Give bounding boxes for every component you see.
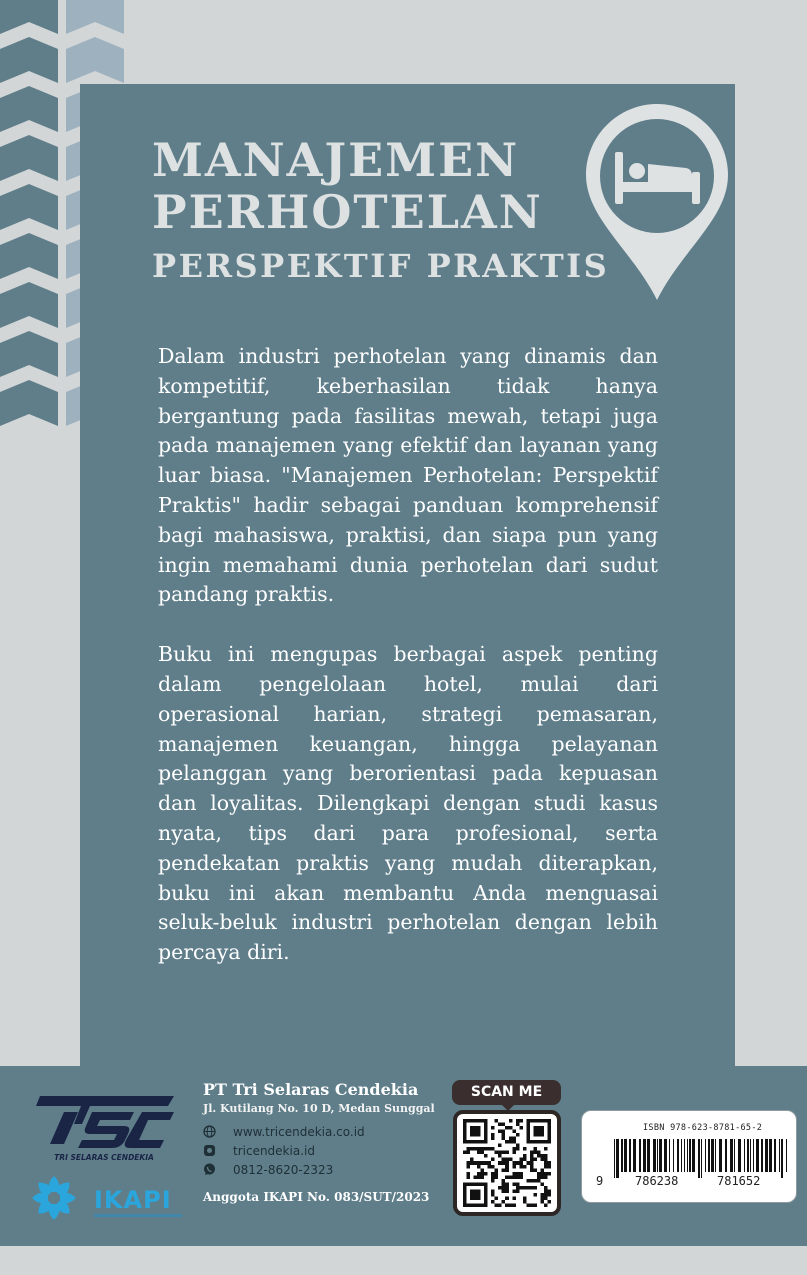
qr-module — [544, 1189, 548, 1193]
chevron-shape — [0, 331, 58, 377]
qr-module — [481, 1175, 485, 1179]
chevron-shape — [0, 135, 58, 181]
qr-module — [495, 1119, 499, 1123]
qr-module — [491, 1147, 495, 1151]
ikapi-membership: Anggota IKAPI No. 083/SUT/2023 — [203, 1190, 430, 1204]
qr-module — [505, 1161, 509, 1165]
qr-module — [530, 1158, 534, 1162]
chevron-shape — [0, 37, 58, 83]
qr-module — [474, 1147, 478, 1151]
qr-module — [537, 1154, 541, 1158]
qr-module — [544, 1165, 548, 1169]
qr-module — [505, 1151, 509, 1155]
qr-module — [512, 1165, 516, 1169]
qr-module — [498, 1186, 502, 1190]
qr-module — [477, 1175, 481, 1179]
qr-module — [523, 1154, 527, 1158]
qr-module — [530, 1161, 534, 1165]
title-line-1: MANAJEMEN — [152, 133, 520, 187]
barcode-bar — [786, 1139, 787, 1172]
qr-module — [509, 1137, 513, 1141]
barcode-bar — [708, 1139, 710, 1172]
barcode-bar — [639, 1139, 641, 1172]
qr-module — [533, 1147, 537, 1151]
barcode-bar — [673, 1139, 674, 1172]
qr-module — [505, 1203, 509, 1207]
qr-module — [502, 1133, 506, 1137]
qr-module — [523, 1165, 527, 1169]
barcode-bar — [653, 1139, 656, 1172]
qr-module — [470, 1126, 481, 1137]
qr-module — [523, 1147, 527, 1151]
qr-module — [512, 1147, 516, 1151]
qr-module — [544, 1193, 548, 1197]
qr-module — [530, 1168, 534, 1172]
qr-module — [519, 1158, 523, 1162]
book-description — [158, 342, 658, 998]
qr-module — [502, 1189, 506, 1193]
bed-location-pin-icon — [582, 100, 732, 305]
qr-module — [481, 1147, 485, 1151]
qr-module — [509, 1158, 513, 1162]
qr-module — [544, 1175, 548, 1179]
qr-module — [547, 1200, 551, 1204]
qr-module — [505, 1168, 509, 1172]
qr-module — [491, 1189, 495, 1193]
qr-module — [498, 1144, 502, 1148]
qr-module — [547, 1193, 551, 1197]
qr-module — [502, 1179, 506, 1183]
qr-module — [502, 1161, 506, 1165]
qr-module — [505, 1140, 509, 1144]
qr-module — [512, 1175, 516, 1179]
qr-module — [477, 1161, 481, 1165]
qr-module — [470, 1161, 474, 1165]
barcode-bar — [725, 1139, 727, 1172]
qr-module — [533, 1203, 537, 1207]
qr-module — [533, 1158, 537, 1162]
qr-module — [491, 1165, 495, 1169]
qr-module — [502, 1182, 506, 1186]
chevron-shape — [0, 233, 58, 279]
qr-module — [498, 1130, 502, 1134]
qr-module — [544, 1147, 548, 1151]
qr-module — [512, 1130, 516, 1134]
chevron-shape — [0, 380, 58, 426]
qr-module — [526, 1203, 530, 1207]
qr-module — [516, 1144, 520, 1148]
qr-module — [516, 1119, 520, 1123]
qr-module — [470, 1158, 474, 1162]
instagram-handle[interactable]: tricendekia.id — [233, 1143, 315, 1158]
qr-module — [495, 1203, 499, 1207]
qr-module — [540, 1196, 544, 1200]
qr-module — [544, 1186, 548, 1190]
barcode-bar — [719, 1139, 722, 1172]
qr-module — [544, 1172, 548, 1176]
qr-module — [491, 1137, 495, 1141]
qr-module — [519, 1161, 523, 1165]
qr-module — [526, 1186, 530, 1190]
qr-module — [544, 1203, 548, 1207]
qr-module — [495, 1175, 499, 1179]
qr-module — [512, 1203, 516, 1207]
qr-module — [491, 1175, 495, 1179]
qr-module — [519, 1175, 523, 1179]
qr-module — [477, 1147, 481, 1151]
barcode-bar — [705, 1139, 706, 1172]
barcode-bar — [753, 1139, 754, 1172]
qr-module — [505, 1196, 509, 1200]
publisher-name: PT Tri Selaras Cendekia — [203, 1080, 419, 1099]
subtitle: PERSPEKTIF PRAKTIS — [152, 247, 610, 285]
qr-module — [547, 1189, 551, 1193]
qr-module — [530, 1165, 534, 1169]
qr-module — [498, 1123, 502, 1127]
qr-module — [530, 1186, 534, 1190]
book-title — [152, 134, 609, 286]
qr-module — [544, 1158, 548, 1162]
qr-module — [540, 1168, 544, 1172]
barcode-bar — [747, 1139, 749, 1172]
qr-module — [530, 1179, 534, 1183]
qr-module — [537, 1179, 541, 1183]
qr-module — [516, 1175, 520, 1179]
barcode-bar — [614, 1139, 615, 1178]
barcode-bar — [750, 1139, 751, 1172]
qr-module — [540, 1154, 544, 1158]
qr-module — [470, 1189, 481, 1200]
qr-module — [498, 1154, 502, 1158]
qr-module — [516, 1172, 520, 1176]
qr-module — [498, 1161, 502, 1165]
isbn-label: ISBN 978-623-8781-65-2 — [643, 1123, 763, 1133]
qr-module — [467, 1147, 471, 1151]
qr-module — [495, 1168, 499, 1172]
qr-module — [491, 1193, 495, 1197]
qr-module — [484, 1161, 488, 1165]
qr-module — [467, 1172, 471, 1176]
barcode-bar — [681, 1139, 682, 1172]
website-link[interactable]: www.tricendekia.co.id — [233, 1124, 365, 1139]
qr-module — [498, 1151, 502, 1155]
barcode-bar — [756, 1139, 759, 1172]
barcode-first-digit: 9 — [596, 1174, 604, 1188]
qr-module — [547, 1165, 551, 1169]
qr-module — [470, 1147, 474, 1151]
title-line-2: PERHOTELAN — [152, 185, 543, 239]
qr-module — [488, 1165, 492, 1169]
publisher-address: Jl. Kutilang No. 10 D, Medan Sunggal — [203, 1102, 435, 1115]
qr-module — [537, 1175, 541, 1179]
qr-module — [523, 1186, 527, 1190]
qr-module — [547, 1172, 551, 1176]
qr-module — [540, 1200, 544, 1204]
instagram-icon — [203, 1144, 216, 1157]
barcode-bar — [711, 1139, 714, 1172]
qr-module — [477, 1151, 481, 1155]
qr-module — [495, 1151, 499, 1155]
qr-module — [540, 1172, 544, 1176]
barcode-bar — [687, 1139, 688, 1172]
qr-module — [512, 1196, 516, 1200]
barcode-bar — [664, 1139, 667, 1172]
qr-module — [544, 1154, 548, 1158]
publisher-info — [203, 1080, 435, 1176]
bottom-strip — [0, 1246, 807, 1275]
chevron-shape — [0, 184, 58, 230]
barcode-left-digits: 786238 — [635, 1174, 679, 1188]
qr-module — [502, 1200, 506, 1204]
barcode-bar — [616, 1139, 619, 1178]
svg-text:IKAPI: IKAPI — [94, 1186, 172, 1214]
qr-module — [505, 1165, 509, 1169]
qr-module — [512, 1189, 516, 1193]
qr-module — [533, 1126, 544, 1137]
barcode-bar — [633, 1139, 636, 1172]
qr-module — [505, 1126, 509, 1130]
qr-module — [533, 1186, 537, 1190]
qr-module — [516, 1189, 520, 1193]
qr-module — [523, 1196, 527, 1200]
chevron-shape — [0, 86, 58, 132]
barcode-bar — [647, 1139, 650, 1172]
qr-module — [474, 1161, 478, 1165]
phone-number[interactable]: 0812-8620-2323 — [233, 1162, 334, 1177]
barcode-right-digits: 781652 — [717, 1174, 761, 1188]
qr-module — [481, 1172, 485, 1176]
barcode-bar — [621, 1139, 623, 1172]
barcode-bar — [738, 1139, 741, 1172]
qr-module — [512, 1161, 516, 1165]
barcode-bars — [614, 1139, 787, 1178]
qr-module — [481, 1168, 485, 1172]
qr-module — [530, 1151, 534, 1155]
qr-module — [547, 1161, 551, 1165]
barcode-bar — [624, 1139, 627, 1172]
whatsapp-icon — [203, 1163, 216, 1176]
qr-module — [533, 1168, 537, 1172]
qr-module — [474, 1175, 478, 1179]
qr-module — [523, 1158, 527, 1162]
barcode-bar — [629, 1139, 631, 1172]
chevron-shape — [66, 0, 124, 34]
barcode-bar — [643, 1139, 646, 1172]
barcode-bar — [657, 1139, 658, 1172]
barcode-bar — [689, 1139, 691, 1172]
qr-module — [530, 1154, 534, 1158]
qr-module — [498, 1203, 502, 1207]
qr-module — [491, 1172, 495, 1176]
qr-module — [463, 1151, 467, 1155]
qr-module — [502, 1186, 506, 1190]
barcode-bar — [684, 1139, 685, 1172]
qr-module — [505, 1186, 509, 1190]
chevron-shape — [66, 37, 124, 83]
barcode-bar — [761, 1139, 763, 1172]
qr-module — [544, 1196, 548, 1200]
qr-module — [512, 1140, 516, 1144]
barcode-bar — [698, 1139, 700, 1178]
barcode-bar — [769, 1139, 772, 1172]
qr-module — [512, 1151, 516, 1155]
barcode-bar — [744, 1139, 745, 1172]
chevron-shape — [0, 282, 58, 328]
qr-module — [505, 1182, 509, 1186]
qr-module — [505, 1175, 509, 1179]
description-paragraph-1: Dalam industri perhotelan yang dinamis dan kompetitif, keberhasilan tidak hanya bergantung pada fasilitas mewah, tetapi juga pada manajemen yang efektif dan layanan yang luar biasa. "Manajemen Perhotelan: Perspektif Praktis" hadir sebagai panduan komprehensif bagi mahasiswa, praktisi, dan siapa pun yang ingin memahami dunia perhotelan dari sudut pandang praktis. — [158, 344, 658, 607]
barcode-bar — [669, 1139, 670, 1172]
qr-module — [488, 1147, 492, 1151]
website-row — [203, 1125, 435, 1138]
barcode-bar — [692, 1139, 695, 1172]
scan-me-badge: SCAN ME — [452, 1080, 561, 1105]
qr-module — [516, 1186, 520, 1190]
qr-module — [519, 1165, 523, 1169]
qr-module — [512, 1172, 516, 1176]
qr-module — [537, 1172, 541, 1176]
qr-module — [491, 1158, 495, 1162]
qr-module — [544, 1161, 548, 1165]
qr-module — [477, 1165, 481, 1169]
qr-module — [502, 1130, 506, 1134]
qr-module — [502, 1123, 506, 1127]
barcode-bar — [677, 1139, 679, 1172]
qr-module — [512, 1182, 516, 1186]
qr-module — [502, 1158, 506, 1162]
qr-module — [523, 1200, 527, 1204]
barcode-bar — [781, 1139, 783, 1178]
qr-module — [509, 1203, 513, 1207]
qr-module — [481, 1161, 485, 1165]
barcode-bar — [701, 1139, 702, 1178]
qr-module — [519, 1126, 523, 1130]
qr-module — [491, 1179, 495, 1183]
qr-module — [484, 1147, 488, 1151]
barcode-bar — [730, 1139, 733, 1172]
qr-module — [509, 1119, 513, 1123]
qr-module — [467, 1161, 471, 1165]
chevron-shape — [0, 0, 58, 34]
qr-module — [509, 1126, 513, 1130]
barcode-bar — [659, 1139, 662, 1172]
qr-module — [519, 1186, 523, 1190]
globe-icon — [203, 1125, 216, 1138]
qr-module — [484, 1154, 488, 1158]
barcode-bar — [715, 1139, 716, 1172]
qr-module — [516, 1161, 520, 1165]
qr-module — [491, 1126, 495, 1130]
qr-module — [477, 1172, 481, 1176]
barcode-bar — [765, 1139, 768, 1172]
barcode-bar — [774, 1139, 776, 1172]
qr-module — [533, 1193, 537, 1197]
qr-module — [467, 1165, 471, 1169]
qr-module — [505, 1189, 509, 1193]
qr-module — [502, 1168, 506, 1172]
qr-module — [516, 1182, 520, 1186]
qr-module — [540, 1158, 544, 1162]
qr-module — [537, 1151, 541, 1155]
qr-module — [502, 1151, 506, 1155]
qr-module — [512, 1137, 516, 1141]
qr-module — [516, 1133, 520, 1137]
qr-module — [519, 1119, 523, 1123]
qr-module — [505, 1158, 509, 1162]
qr-module — [533, 1151, 537, 1155]
tsc-publisher-logo — [34, 1092, 179, 1164]
qr-module — [540, 1182, 544, 1186]
svg-text:TRI SELARAS CENDEKIA: TRI SELARAS CENDEKIA — [54, 1153, 154, 1162]
qr-module — [526, 1161, 530, 1165]
qr-code[interactable] — [463, 1119, 551, 1207]
qr-module — [516, 1147, 520, 1151]
barcode-bar — [779, 1139, 780, 1172]
qr-module — [467, 1175, 471, 1179]
qr-module — [540, 1175, 544, 1179]
qr-module — [516, 1123, 520, 1127]
qr-module — [540, 1193, 544, 1197]
qr-module — [495, 1172, 499, 1176]
qr-module — [509, 1175, 513, 1179]
qr-module — [481, 1151, 485, 1155]
qr-module — [502, 1137, 506, 1141]
phone-row — [203, 1163, 435, 1176]
instagram-row — [203, 1144, 435, 1157]
qr-module — [495, 1196, 499, 1200]
barcode-bar — [734, 1139, 735, 1172]
qr-module — [488, 1161, 492, 1165]
ikapi-logo — [26, 1168, 186, 1226]
qr-module — [526, 1179, 530, 1183]
qr-module — [509, 1140, 513, 1144]
qr-module — [533, 1179, 537, 1183]
qr-module — [519, 1172, 523, 1176]
description-paragraph-2: Buku ini mengupas berbagai aspek penting dalam pengelolaan hotel, mulai dari operasional harian, strategi pemasaran, manajemen keuangan, hingga pelayanan pelanggan yang berorientasi pada kepuasan dan loyalitas. Dilengkapi dengan studi kasus nyata, tips dari para profesional, serta pendekatan praktis yang mudah diterapkan, buku ini akan membantu Anda menguasai seluk-beluk industri perhotelan dengan lebih percaya diri. — [158, 642, 658, 965]
qr-module — [491, 1200, 495, 1204]
qr-module — [467, 1151, 471, 1155]
qr-module — [484, 1172, 488, 1176]
qr-module — [491, 1133, 495, 1137]
qr-module — [530, 1203, 534, 1207]
